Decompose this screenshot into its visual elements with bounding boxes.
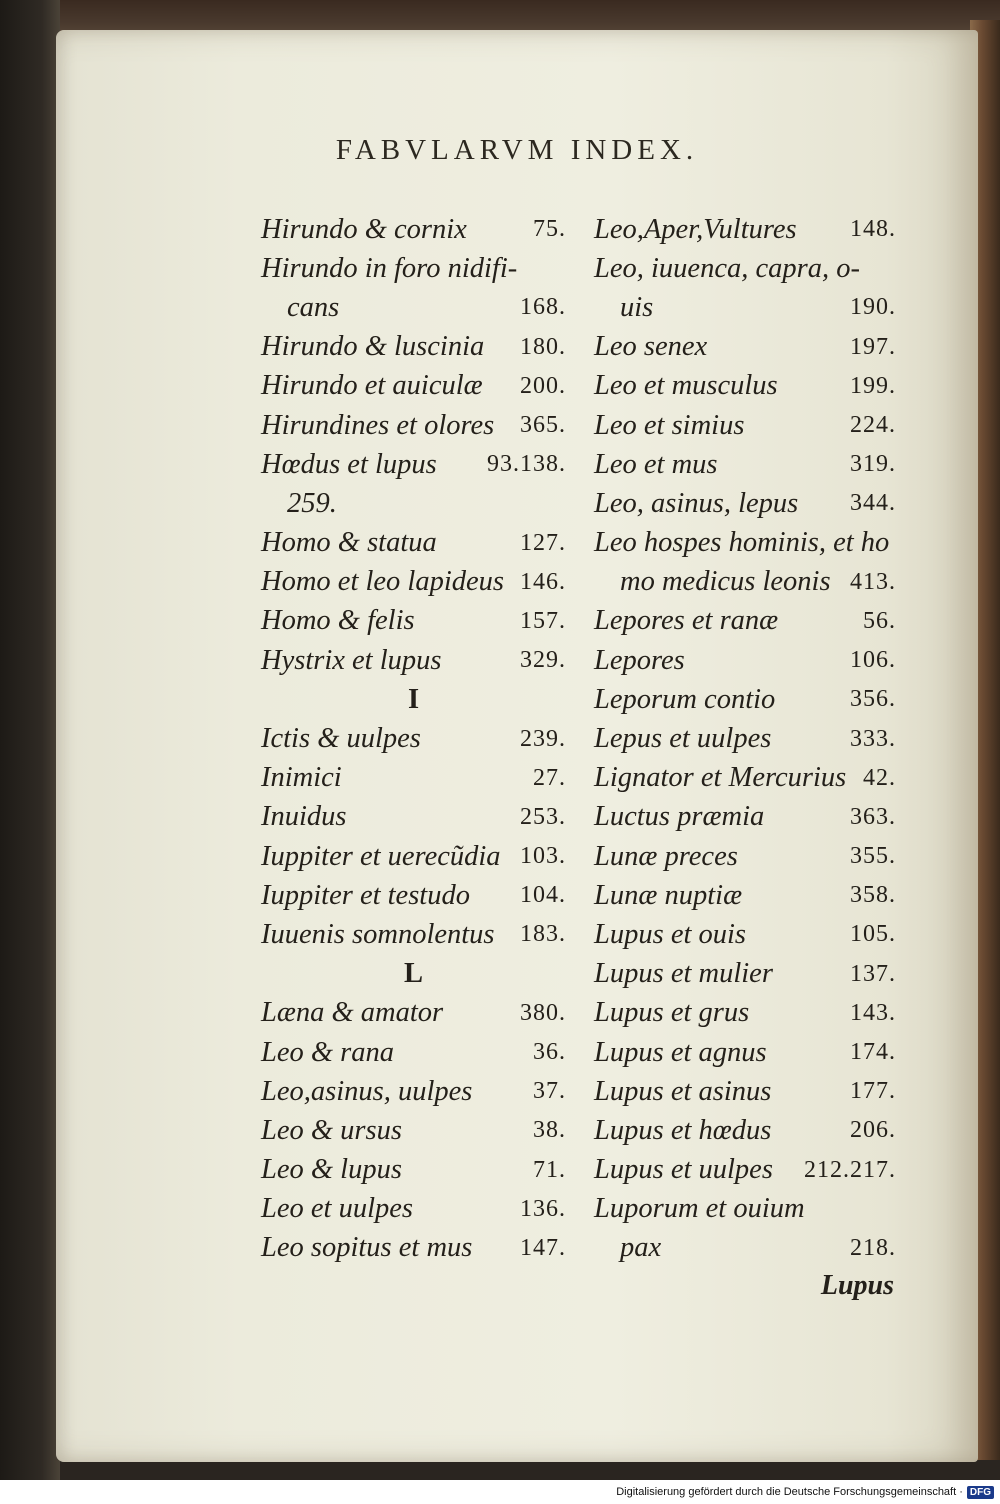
- index-entry: [261, 367, 566, 406]
- index-entry: [594, 837, 896, 876]
- index-entry: [594, 1151, 896, 1190]
- index-entry: [261, 484, 566, 523]
- index-entry-title: Leo et mus: [594, 448, 718, 480]
- dfg-logo-icon: DFG: [967, 1486, 994, 1499]
- index-entry: [261, 1033, 566, 1072]
- index-entry-title: Leo, iuuenca, capra, o-: [594, 252, 860, 284]
- index-entry-title: Leo & lupus: [261, 1154, 402, 1186]
- index-section-letter: [261, 955, 566, 994]
- index-entry-page-number: 356.: [850, 686, 896, 713]
- index-entry: [261, 249, 566, 288]
- index-entry-title: I: [407, 683, 420, 715]
- book-binding-left: [0, 0, 60, 1480]
- index-entry-title: 259.: [287, 487, 337, 519]
- index-entry-page-number: 36.: [533, 1039, 566, 1066]
- index-entry: [594, 484, 896, 523]
- index-entry: [594, 1111, 896, 1150]
- index-entry-page-number: 183.: [520, 921, 566, 948]
- index-entry: [261, 445, 566, 484]
- index-entry: [594, 445, 896, 484]
- index-entry: [261, 602, 566, 641]
- index-entry-page-number: 168.: [520, 294, 566, 321]
- index-entry-title: Leo senex: [594, 331, 708, 363]
- digitization-footer: [0, 1480, 1000, 1504]
- index-entry-title: Leo & rana: [261, 1036, 395, 1068]
- index-entry: [261, 210, 566, 249]
- index-entry-page-number: 27.: [533, 764, 566, 791]
- index-entry: [261, 719, 566, 758]
- index-entry-page-number: 105.: [850, 921, 896, 948]
- index-entry: [594, 249, 896, 288]
- index-entry-title: Lignator et Mercurius: [594, 762, 847, 794]
- index-entry-title: Hirundines et olores: [261, 409, 495, 441]
- index-entry-title: Hystrix et lupus: [261, 644, 442, 676]
- index-entry: [594, 210, 896, 249]
- index-entry: [594, 1190, 896, 1229]
- index-entry-title: Leo et uulpes: [261, 1193, 413, 1225]
- index-entry-page-number: 197.: [850, 333, 896, 360]
- index-entry-title: Leporum contio: [594, 683, 776, 715]
- index-entry: [261, 798, 566, 837]
- index-entry-page-number: 75.: [533, 216, 566, 243]
- index-entry: [261, 1190, 566, 1229]
- index-column-right: [594, 210, 896, 1268]
- index-entry-title: Homo & statua: [261, 527, 437, 559]
- index-entry-title: Lupus et asinus: [594, 1075, 772, 1107]
- index-entry: [261, 328, 566, 367]
- footer-credit: Digitalisierung gefördert durch die Deutsche Forschungsgemeinschaft ·: [616, 1486, 963, 1498]
- index-entry: [261, 1111, 566, 1150]
- index-entry-page-number: 147.: [520, 1234, 566, 1261]
- index-entry: [594, 759, 896, 798]
- index-entry: [261, 563, 566, 602]
- index-section-letter: [261, 680, 566, 719]
- index-entry-page-number: 180.: [520, 333, 566, 360]
- index-entry-title: Lupus et hœdus: [594, 1114, 772, 1146]
- index-entry: [261, 876, 566, 915]
- index-entry-page-number: 42.: [863, 764, 896, 791]
- index-entry-page-number: 329.: [520, 647, 566, 674]
- index-entry-title: Lupus et uulpes: [594, 1154, 773, 1186]
- index-entry-title: Lepus et uulpes: [594, 723, 772, 755]
- index-entry-page-number: 344.: [850, 490, 896, 517]
- index-entry-page-number: 38.: [533, 1117, 566, 1144]
- index-entry-page-number: 148.: [850, 216, 896, 243]
- index-entry-title: Homo et leo lapideus: [261, 566, 505, 598]
- index-entry: [594, 680, 896, 719]
- index-entry-page-number: 206.: [850, 1117, 896, 1144]
- index-entry-title: Lunæ preces: [594, 840, 738, 872]
- index-entry-page-number: 103.: [520, 843, 566, 870]
- index-entry-title: Leo & ursus: [261, 1114, 402, 1146]
- index-entry-title: Leo sopitus et mus: [261, 1232, 473, 1264]
- index-entry-page-number: 358.: [850, 882, 896, 909]
- index-entry: [594, 719, 896, 758]
- index-entry-title: Lupus et grus: [594, 997, 750, 1029]
- index-entry: [594, 994, 896, 1033]
- index-entry: [261, 915, 566, 954]
- index-entry-page-number: 56.: [863, 607, 896, 634]
- index-entry-title: Leo, asinus, lepus: [594, 487, 799, 519]
- index-entry-title: Leo,asinus, uulpes: [261, 1075, 473, 1107]
- index-entry-title: Hirundo in foro nidifi-: [261, 252, 518, 284]
- index-entry-page-number: 218.: [850, 1234, 896, 1261]
- index-entry-page-number: 106.: [850, 647, 896, 674]
- index-entry-title: Lupus et agnus: [594, 1036, 767, 1068]
- index-entry: [261, 837, 566, 876]
- index-entry-title: Ictis & uulpes: [261, 723, 421, 755]
- catchword: Lupus: [820, 1270, 894, 1301]
- index-entry-title: Læna & amator: [261, 997, 444, 1029]
- index-entry-page-number: 157.: [520, 607, 566, 634]
- index-entry-title: cans: [287, 291, 340, 323]
- index-entry-title: Hirundo & cornix: [261, 213, 467, 245]
- index-entry-title: Hirundo & luscinia: [261, 331, 485, 363]
- index-entry: [594, 876, 896, 915]
- index-entry-page-number: 37.: [533, 1078, 566, 1105]
- index-entry-page-number: 224.: [850, 412, 896, 439]
- index-entry: [594, 915, 896, 954]
- index-entry-title: Lepores et ranæ: [594, 605, 779, 637]
- index-entry-page-number: 143.: [850, 999, 896, 1026]
- index-entry-title: Lupus et ouis: [594, 918, 747, 950]
- index-entry-page-number: 127.: [520, 529, 566, 556]
- index-entry-page-number: 363.: [850, 803, 896, 830]
- index-entry: [594, 288, 896, 327]
- index-entry: [594, 328, 896, 367]
- index-entry: [594, 406, 896, 445]
- index-entry: [594, 524, 896, 563]
- index-entry: [261, 641, 566, 680]
- index-entry-page-number: 212.217.: [804, 1156, 896, 1183]
- index-entry-page-number: 413.: [850, 568, 896, 595]
- index-entry: [261, 1151, 566, 1190]
- index-entry: [594, 641, 896, 680]
- index-entry-title: Lupus et mulier: [594, 958, 773, 990]
- index-entry: [594, 602, 896, 641]
- index-entry-title: Leo et simius: [594, 409, 745, 441]
- index-entry-title: Leo hospes hominis, et ho: [594, 527, 890, 559]
- index-entry-title: Hirundo et auiculæ: [261, 370, 483, 402]
- index-column-left: [261, 210, 566, 1268]
- page-title: FABVLARVM INDEX.: [335, 134, 699, 166]
- index-entry: [261, 1072, 566, 1111]
- index-entry-page-number: 239.: [520, 725, 566, 752]
- index-entry-title: Luporum et ouium: [594, 1193, 805, 1225]
- index-entry: [594, 367, 896, 406]
- index-entry-page-number: 199.: [850, 372, 896, 399]
- index-entry-page-number: 200.: [520, 372, 566, 399]
- index-entry-title: Inuidus: [261, 801, 347, 833]
- index-entry-title: Luctus præmia: [594, 801, 765, 833]
- index-entry: [594, 1072, 896, 1111]
- index-entry-title: Iuppiter et testudo: [261, 879, 470, 911]
- index-entry: [594, 1229, 896, 1268]
- index-entry-title: Iuuenis somnolentus: [261, 918, 495, 950]
- index-entry-page-number: 355.: [850, 843, 896, 870]
- index-entry: [261, 406, 566, 445]
- index-entry-title: Iuppiter et uerecũdia: [261, 840, 501, 872]
- index-entry-title: Hœdus et lupus: [261, 448, 437, 480]
- index-entry: [594, 563, 896, 602]
- index-entry-page-number: 190.: [850, 294, 896, 321]
- index-entry-title: Leo,Aper,Vultures: [594, 213, 797, 245]
- index-entry: [594, 1033, 896, 1072]
- index-entry-page-number: 146.: [520, 568, 566, 595]
- index-entry: [261, 524, 566, 563]
- index-entry-page-number: 136.: [520, 1195, 566, 1222]
- index-entry-title: Inimici: [261, 762, 342, 794]
- index-entry-title: Homo & felis: [261, 605, 415, 637]
- index-entry-title: Lepores: [594, 644, 685, 676]
- index-entry-title: pax: [620, 1232, 662, 1264]
- index-entry-title: mo medicus leonis: [620, 566, 831, 598]
- index-entry-page-number: 319.: [850, 451, 896, 478]
- index-entry-page-number: 174.: [850, 1039, 896, 1066]
- index-entry-page-number: 71.: [533, 1156, 566, 1183]
- index-entry-page-number: 137.: [850, 960, 896, 987]
- index-entry-title: Lunæ nuptiæ: [594, 879, 743, 911]
- index-entry: [261, 1229, 566, 1268]
- index-entry-page-number: 93.138.: [487, 451, 566, 478]
- index-entry-page-number: 104.: [520, 882, 566, 909]
- index-entry: [594, 955, 896, 994]
- index-entry-page-number: 253.: [520, 803, 566, 830]
- index-entry: [261, 759, 566, 798]
- index-entry-page-number: 333.: [850, 725, 896, 752]
- index-entry-title: uis: [620, 291, 654, 323]
- index-entry: [261, 994, 566, 1033]
- book-page: [56, 30, 978, 1462]
- index-entry-title: Leo et musculus: [594, 370, 778, 402]
- index-entry-page-number: 365.: [520, 412, 566, 439]
- index-entry-title: L: [403, 958, 423, 990]
- index-entry-page-number: 177.: [850, 1078, 896, 1105]
- index-entry: [594, 798, 896, 837]
- index-entry: [261, 288, 566, 327]
- index-entry-page-number: 380.: [520, 999, 566, 1026]
